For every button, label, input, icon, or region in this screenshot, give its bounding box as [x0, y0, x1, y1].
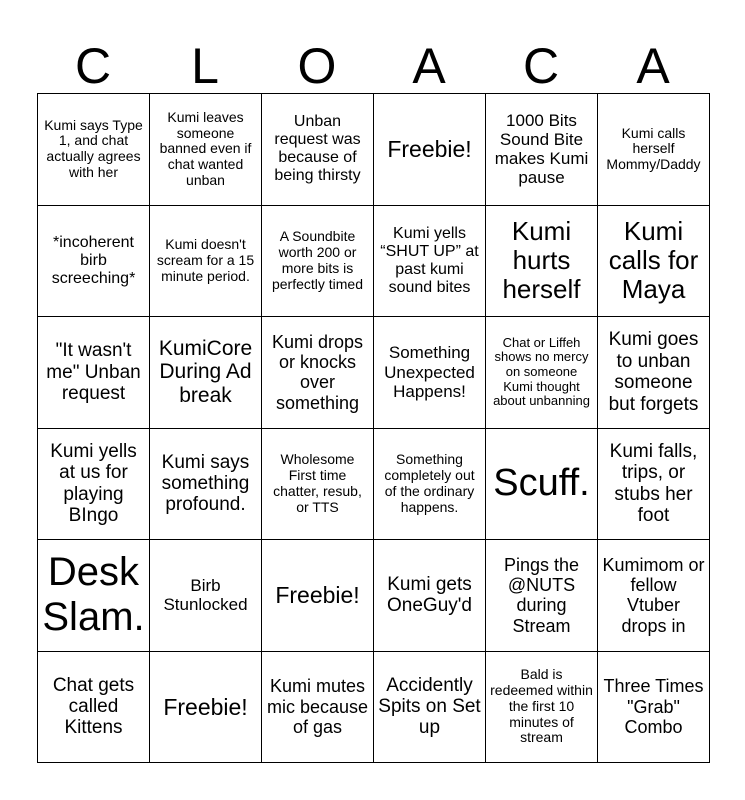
- header-letter-1: C: [74, 38, 112, 94]
- bingo-cell[interactable]: Kumi yells “SHUT UP” at past kumi sound bites: [374, 205, 486, 317]
- bingo-cell[interactable]: Wholesome First time chatter, resub, or TTS: [262, 428, 374, 540]
- bingo-row: [38, 540, 710, 652]
- bingo-cell[interactable]: Scuff.: [486, 428, 598, 540]
- bingo-cell[interactable]: Freebie!: [262, 540, 374, 652]
- bingo-row: [38, 94, 710, 206]
- bingo-cell[interactable]: Unban request was because of being thirsty: [262, 94, 374, 206]
- bingo-cell[interactable]: Something completely out of the ordinary happens.: [374, 428, 486, 540]
- bingo-cell[interactable]: Kumi yells at us for playing BIngo: [38, 428, 150, 540]
- header-letter-3: O: [297, 38, 337, 94]
- bingo-cell[interactable]: Kumi says Type 1, and chat actually agrees with her: [38, 94, 150, 206]
- bingo-cell[interactable]: Birb Stunlocked: [150, 540, 262, 652]
- bingo-cell[interactable]: Chat or Liffeh shows no mercy on someone Kumi thought about unbanning: [486, 317, 598, 429]
- bingo-cell[interactable]: Kumi doesn't scream for a 15 minute period.: [150, 205, 262, 317]
- bingo-cell[interactable]: Kumi calls for Maya: [598, 205, 710, 317]
- bingo-cell[interactable]: Kumi says something profound.: [150, 428, 262, 540]
- bingo-cell[interactable]: Kumi hurts herself: [486, 205, 598, 317]
- bingo-cell[interactable]: Chat gets called Kittens: [38, 651, 150, 763]
- bingo-cell[interactable]: Kumi mutes mic because of gas: [262, 651, 374, 763]
- bingo-cell[interactable]: Kumi gets OneGuy'd: [374, 540, 486, 652]
- header-letter-5: C: [522, 38, 560, 94]
- bingo-cell[interactable]: Bald is redeemed within the first 10 minutes of stream: [486, 651, 598, 763]
- bingo-cell[interactable]: Desk Slam.: [38, 540, 150, 652]
- bingo-cell[interactable]: Kumi goes to unban someone but forgets: [598, 317, 710, 429]
- header-letter-4: A: [412, 38, 446, 94]
- bingo-cell[interactable]: Kumimom or fellow Vtuber drops in: [598, 540, 710, 652]
- bingo-row: [38, 428, 710, 540]
- bingo-cell[interactable]: Kumi falls, trips, or stubs her foot: [598, 428, 710, 540]
- bingo-cell[interactable]: Kumi leaves someone banned even if chat wanted unban: [150, 94, 262, 206]
- bingo-cell[interactable]: Accidently Spits on Set up: [374, 651, 486, 763]
- bingo-cell[interactable]: Three Times "Grab" Combo: [598, 651, 710, 763]
- bingo-row: [38, 205, 710, 317]
- bingo-cell[interactable]: "It wasn't me" Unban request: [38, 317, 150, 429]
- bingo-cell[interactable]: Kumi calls herself Mommy/Daddy: [598, 94, 710, 206]
- bingo-cell[interactable]: Freebie!: [150, 651, 262, 763]
- bingo-row: [38, 317, 710, 429]
- bingo-cell[interactable]: A Soundbite worth 200 or more bits is perfectly timed: [262, 205, 374, 317]
- bingo-cell[interactable]: KumiCore During Ad break: [150, 317, 262, 429]
- header-letter-2: L: [191, 38, 219, 94]
- bingo-cell[interactable]: Pings the @NUTS during Stream: [486, 540, 598, 652]
- bingo-cell[interactable]: 1000 Bits Sound Bite makes Kumi pause: [486, 94, 598, 206]
- bingo-cell[interactable]: Something Unexpected Happens!: [374, 317, 486, 429]
- bingo-cell[interactable]: *incoherent birb screeching*: [38, 205, 150, 317]
- bingo-header: [37, 38, 709, 94]
- bingo-cell[interactable]: Kumi drops or knocks over something: [262, 317, 374, 429]
- bingo-row: [38, 651, 710, 763]
- bingo-cell[interactable]: Freebie!: [374, 94, 486, 206]
- header-letter-6: A: [636, 38, 670, 94]
- bingo-board: [37, 93, 710, 763]
